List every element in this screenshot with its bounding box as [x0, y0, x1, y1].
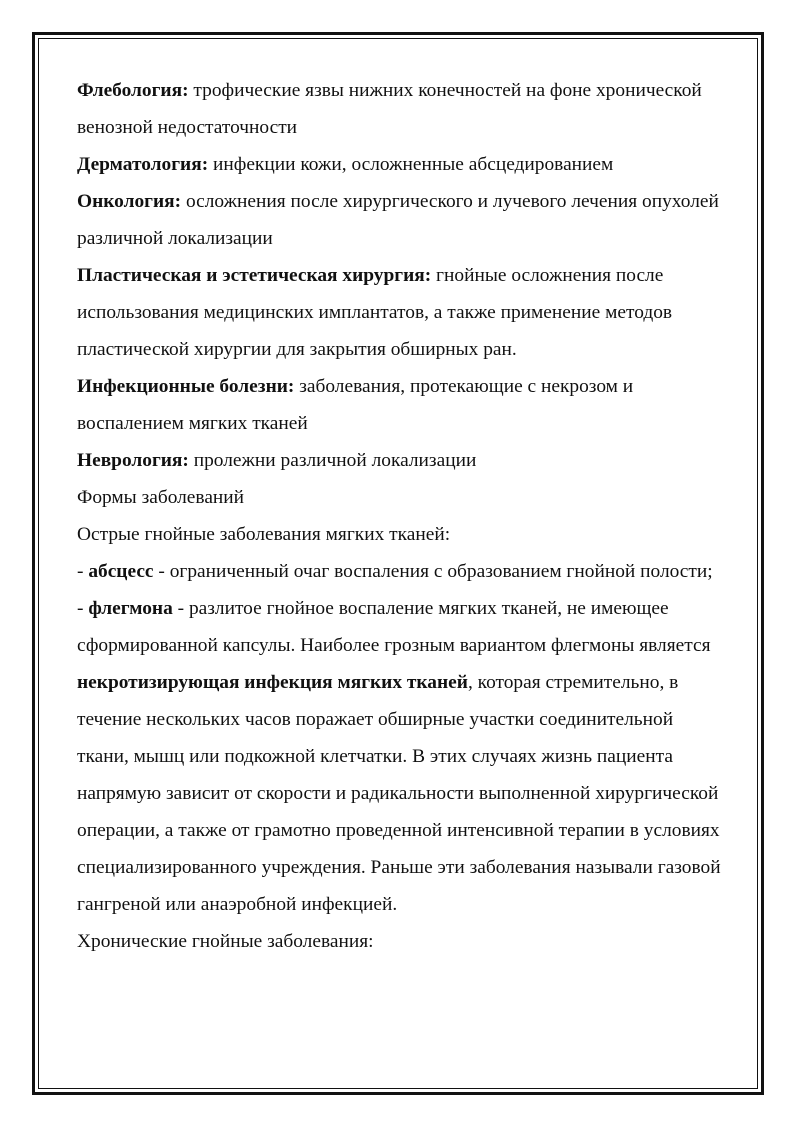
- section-phlebology: [77, 72, 725, 146]
- necrotizing-infection-term: некротизирующая инфекция мягких тканей: [77, 672, 468, 693]
- list-dash: -: [77, 598, 89, 619]
- section-text: инфекции кожи, осложненные абсцедированием: [208, 154, 614, 175]
- section-neurology: [77, 442, 725, 479]
- section-term: Пластическая и эстетическая хирургия:: [77, 265, 432, 286]
- section-text: гнойные осложнения после использования медицинских имплантатов, а также применение методов пластической хирургии для закрытия обширных ран.: [77, 265, 673, 360]
- chronic-heading: Хронические гнойные заболевания:: [77, 931, 374, 952]
- abscess-item: [77, 553, 725, 590]
- section-term: Онкология:: [77, 191, 182, 212]
- section-term: Неврология:: [77, 450, 189, 471]
- section-term: Инфекционные болезни:: [77, 376, 295, 397]
- forms-heading: Формы заболеваний: [77, 487, 245, 508]
- phlegmon-text-1: - разлитое гнойное воспаление мягких тканей, не имеющее сформированной капсулы. Наиболее грозным вариантом флегмоны является: [77, 598, 711, 656]
- phlegmon-term: флегмона: [88, 598, 173, 619]
- section-text: пролежни различной локализации: [188, 450, 477, 471]
- section-text: заболевания, протекающие с некрозом и воспалением мягких тканей: [77, 376, 634, 434]
- list-dash: -: [77, 561, 89, 582]
- acute-heading: Острые гнойные заболевания мягких тканей:: [77, 524, 451, 545]
- section-dermatology: [77, 146, 725, 183]
- phlegmon-text-2: , которая стремительно, в течение нескольких часов поражает обширные участки соединительной ткани, мышц или подкожной клетчатки. В этих случаях жизнь пациента напрямую зависит от скорости и радикальности выполненной хирургической операции, а также от грамотно проведенной интенсивной терапии в условиях специализированного учреждения. Раньше эти заболевания называли газовой гангреной или анаэробной инфекцией.: [77, 672, 721, 915]
- document-body: [77, 72, 725, 960]
- section-text: осложнения после хирургического и лучевого лечения опухолей различной локализации: [77, 191, 719, 249]
- section-plastic-surgery: [77, 257, 725, 368]
- section-oncology: [77, 183, 725, 257]
- section-term: Флебология:: [77, 80, 189, 101]
- section-term: Дерматология:: [77, 154, 209, 175]
- phlegmon-item: [77, 590, 725, 923]
- abscess-text: - ограниченный очаг воспаления с образованием гнойной полости;: [153, 561, 713, 582]
- section-text: трофические язвы нижних конечностей на фоне хронической венозной недостаточности: [77, 80, 702, 138]
- abscess-term: абсцесс: [88, 561, 154, 582]
- section-infectious-diseases: [77, 368, 725, 442]
